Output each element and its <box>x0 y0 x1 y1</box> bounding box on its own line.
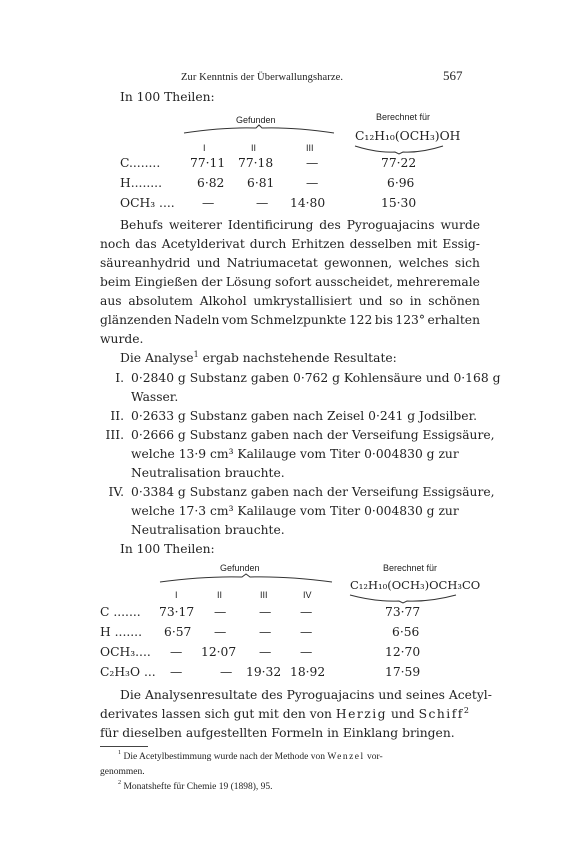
analysis-item-number: IV. <box>108 485 124 499</box>
running-header: Zur Kenntnis der Überwallungsharze. <box>181 72 344 83</box>
table1-col-2: II <box>251 143 257 153</box>
table1-cell: — <box>306 176 319 190</box>
table2-row-label: C ....... <box>100 605 141 619</box>
analysis-item-number: III. <box>105 428 124 442</box>
table2-formula: C₁₂H₁₀(OCH₃)OCH₃CO <box>350 578 481 592</box>
author-name-schiff: Schiff <box>418 707 464 721</box>
table2-found-brace <box>160 574 332 584</box>
table2-cell: — <box>259 605 272 619</box>
table2-col-1: I <box>175 590 178 600</box>
paragraph-line <box>100 705 480 724</box>
footnote-1-number: 1 <box>118 750 122 756</box>
paragraph-text: und <box>387 707 419 721</box>
paragraph-identification <box>100 216 480 349</box>
table2-calc-label: Berechnet für <box>383 563 438 573</box>
paragraph-line: für dieselben aufgestellten Formeln in Einklang bringen. <box>100 726 455 740</box>
table2-col-3: III <box>260 590 268 600</box>
table1-cell: — <box>256 196 269 210</box>
analysis-item-line: Neutralisation brauchte. <box>131 523 285 537</box>
table2-cell: — <box>214 625 227 639</box>
table1-row-label: OCH₃ .... <box>120 196 175 210</box>
analysis-intro-text: Die Analyse <box>120 351 194 365</box>
footnote-1 <box>118 750 383 765</box>
table2-row-label: C₂H₃O ... <box>100 665 156 679</box>
paragraph-line: aus absolutem Alkohol umkrystallisiert und so in schönen <box>100 294 480 308</box>
footnote-divider <box>100 746 148 747</box>
analysis-item-number: I. <box>115 371 124 385</box>
table2-cell: — <box>300 605 313 619</box>
paragraph-line: glänzenden Nadeln vom Schmelzpunkte 122 bis 123° erhalten <box>100 313 480 327</box>
table2-cell: — <box>220 665 233 679</box>
table2-cell: — <box>300 645 313 659</box>
paragraph-line: wurde. <box>100 332 144 346</box>
table2-calc-cell: 17·59 <box>385 665 421 679</box>
footnote-2 <box>118 780 273 795</box>
table2-cell: 6·57 <box>164 625 192 639</box>
footnote-1-text: vor- <box>364 752 383 762</box>
author-name-wenzel: Wenzel <box>327 752 365 762</box>
table1-cell: 77·11 <box>190 156 226 170</box>
analysis-item-line: 0·3384 g Substanz gaben nach der Verseifung Essigsäure, <box>131 485 495 499</box>
table2-calc-brace <box>350 593 456 603</box>
analysis-item-line: 0·2633 g Substanz gaben nach Zeisel 0·241 g Jodsilber. <box>131 409 478 423</box>
paragraph-text: derivates lassen sich gut mit den von <box>100 707 336 721</box>
table2-cell: — <box>259 645 272 659</box>
table1-cell: 6·82 <box>197 176 225 190</box>
table1-found-label: Gefunden <box>236 115 276 125</box>
paragraph-line: beim Eingießen der Lösung sofort ausscheidet, mehreremale <box>100 275 480 289</box>
table1-row-label: H........ <box>120 176 162 190</box>
table1-col-3: III <box>306 143 314 153</box>
table1-calc-label: Berechnet für <box>376 112 431 122</box>
table2-col-4: IV <box>303 590 312 600</box>
paragraph-conclusion <box>100 686 492 743</box>
table1-cell: 6·81 <box>247 176 275 190</box>
table2-calc-cell: 6·56 <box>392 625 420 639</box>
table2-cell: — <box>259 625 272 639</box>
analysis-intro-rest: ergab nachstehende Resultate: <box>198 351 397 365</box>
table2-cell: — <box>300 625 313 639</box>
author-name-herzig: Herzig <box>335 707 388 721</box>
analysis-item-line: welche 17·3 cm³ Kalilauge vom Titer 0·004830 g zur <box>131 504 459 518</box>
table1-cell: — <box>306 156 319 170</box>
table2-calc-cell: 12·70 <box>385 645 421 659</box>
table2-cell: 19·32 <box>246 665 282 679</box>
table1-found-brace <box>184 125 334 135</box>
table1-cell: — <box>202 196 215 210</box>
analysis-item-line: Neutralisation brauchte. <box>131 466 285 480</box>
table1-formula: C₁₂H₁₀(OCH₃)OH <box>355 129 461 143</box>
analysis-item-line: 0·2840 g Substanz gaben 0·762 g Kohlensäure und 0·168 g <box>131 371 501 385</box>
table1-calc-cell: 77·22 <box>381 156 417 170</box>
footnote-ref-1: 1 <box>193 350 199 359</box>
table1-col-1: I <box>203 143 206 153</box>
analysis-item-number: II. <box>110 409 124 423</box>
paragraph-line: Die Analysenresultate des Pyroguajacins und seines Acetyl- <box>120 688 492 702</box>
table2-cell: — <box>170 645 183 659</box>
analysis-item-line: Wasser. <box>131 390 179 404</box>
table2-found-label: Gefunden <box>220 563 260 573</box>
table1-intro: In 100 Theilen: <box>120 90 215 104</box>
table2-cell: — <box>214 605 227 619</box>
table2-cell: 18·92 <box>290 665 326 679</box>
table2-row-label: OCH₃.... <box>100 645 151 659</box>
table1-calc-brace <box>355 144 443 154</box>
page-number: 567 <box>443 68 463 83</box>
footnote-2-text: Monatshefte für Chemie 19 (1898), 95. <box>121 782 273 792</box>
paragraph-line: Behufs weiterer Identificirung des Pyroguajacins wurde <box>120 218 480 232</box>
analysis-intro <box>120 349 397 368</box>
table2-intro: In 100 Theilen: <box>120 542 215 556</box>
analysis-item-line: welche 13·9 cm³ Kalilauge vom Titer 0·004830 g zur <box>131 447 459 461</box>
table2-cell: — <box>170 665 183 679</box>
paragraph-line: noch das Acetylderivat durch Erhitzen desselben mit Essig- <box>100 237 480 251</box>
footnote-1-continuation: genommen. <box>100 767 145 777</box>
table2-calc-cell: 73·77 <box>385 605 421 619</box>
table1-cell: 77·18 <box>238 156 274 170</box>
table2-cell: 12·07 <box>201 645 237 659</box>
table1-calc-cell: 15·30 <box>381 196 417 210</box>
table2-col-2: II <box>217 590 223 600</box>
table1-calc-cell: 6·96 <box>387 176 415 190</box>
analysis-item-line: 0·2666 g Substanz gaben nach der Verseifung Essigsäure, <box>131 428 495 442</box>
footnote-2-number: 2 <box>118 780 122 786</box>
table2-row-label: H ....... <box>100 625 142 639</box>
table1-cell: 14·80 <box>290 196 326 210</box>
table2-cell: 73·17 <box>159 605 195 619</box>
paragraph-line: säureanhydrid und Natriumacetat gewonnen, welches sich <box>100 256 480 270</box>
footnote-1-text: Die Acetylbestimmung wurde nach der Methode von <box>121 752 328 762</box>
footnote-ref-2: 2 <box>463 706 469 715</box>
table1-row-label: C........ <box>120 156 161 170</box>
